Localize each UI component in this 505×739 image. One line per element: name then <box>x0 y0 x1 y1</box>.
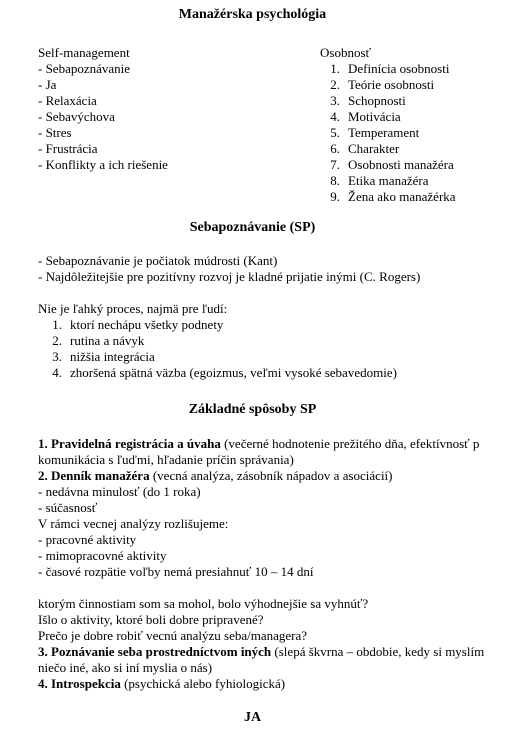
list-text: zhoršená spätná väzba (egoizmus, veľmi vysoké sebavedomie) <box>70 365 397 380</box>
self-management-heading: Self-management <box>38 45 130 60</box>
list-text: Osobnosti manažéra <box>348 157 454 172</box>
list-number: 5. <box>330 125 340 140</box>
method-3 <box>38 644 505 660</box>
self-management-list <box>38 61 168 173</box>
list-text: Temperament <box>348 125 420 140</box>
list-item: - Stres <box>38 125 72 140</box>
sp-line: - Najdôležitejšie pre pozitívny rozvoj je kladné prijatie inými (C. Rogers) <box>38 269 421 284</box>
list-item <box>318 109 456 125</box>
list-number: 4. <box>52 365 62 380</box>
list-number: 2. <box>52 333 62 348</box>
list-item: - Sebapoznávanie <box>38 61 131 76</box>
method-1-desc: (večerné hodnotenie prežitého dňa, efektívnosť p <box>220 436 480 451</box>
method-2-details <box>38 484 313 580</box>
list-item <box>40 349 397 365</box>
list-item <box>318 77 456 93</box>
method-4-title: 4. Introspekcia <box>38 676 121 691</box>
list-number: 3. <box>330 93 340 108</box>
list-item <box>318 189 456 205</box>
list-item: - Relaxácia <box>38 93 97 108</box>
list-item <box>318 61 456 77</box>
list-item <box>40 365 397 381</box>
list-number: 8. <box>330 173 340 188</box>
question-list <box>38 596 368 644</box>
method-3-line2: niečo iné, ako si iní myslia o nás) <box>38 660 213 675</box>
text-line: - mimopracovné aktivity <box>38 548 167 563</box>
list-number: 1. <box>52 317 62 332</box>
list-number: 4. <box>330 109 340 124</box>
list-text: Motivácia <box>348 109 401 124</box>
text-line: - súčasnosť <box>38 500 98 515</box>
method-1-line2: komunikácia s ľuďmi, hľadanie príčin správania) <box>38 452 294 467</box>
list-text: Teórie osobnosti <box>348 77 435 92</box>
method-1-title: 1. Pravidelná registrácia a úvaha <box>38 436 221 451</box>
text-line: V rámci vecnej analýzy rozlišujeme: <box>38 516 229 531</box>
method-3-desc: (slepá škvrna – obdobie, kedy si myslím <box>271 644 485 659</box>
sp-intro: Nie je ľahký proces, najmä pre ľudí: <box>38 301 228 316</box>
list-item <box>318 93 456 109</box>
list-text: Schopnosti <box>348 93 406 108</box>
list-text: rutina a návyk <box>70 333 145 348</box>
osobnost-heading: Osobnosť <box>320 45 372 60</box>
list-item <box>40 317 397 333</box>
list-number: 2. <box>330 77 340 92</box>
list-text: Žena ako manažérka <box>348 189 456 204</box>
sp-line: - Sebapoznávanie je počiatok múdrosti (Kant) <box>38 253 278 268</box>
text-line: Prečo je dobre robiť vecnú analýzu seba/managera? <box>38 628 308 643</box>
method-3-title: 3. Poznávanie seba prostredníctvom iných <box>38 644 272 659</box>
list-item: - Frustrácia <box>38 141 98 156</box>
osobnost-list <box>318 61 456 205</box>
list-number: 9. <box>330 189 340 204</box>
list-item <box>318 125 456 141</box>
list-item: - Sebavýchova <box>38 109 115 124</box>
method-2-title: 2. Denník manažéra <box>38 468 150 483</box>
list-number: 6. <box>330 141 340 156</box>
list-item <box>318 141 456 157</box>
sp-list <box>40 317 397 381</box>
text-line: - časové rozpätie voľby nemá presiahnuť 10 – 14 dní <box>38 564 314 579</box>
list-text: Charakter <box>348 141 400 156</box>
method-2-desc: (vecná analýza, zásobník nápadov a asociácií) <box>149 468 393 483</box>
list-number: 7. <box>330 157 340 172</box>
document-title: Manažérska psychológia <box>178 7 327 22</box>
list-item: - Ja <box>38 77 57 92</box>
method-4-desc: (psychická alebo fyhiologická) <box>120 676 286 691</box>
list-item <box>318 173 456 189</box>
list-item <box>40 333 397 349</box>
list-item: - Konflikty a ich riešenie <box>38 157 168 172</box>
text-line: - nedávna minulosť (do 1 roka) <box>38 484 201 499</box>
list-number: 1. <box>330 61 340 76</box>
list-text: nižšia integrácia <box>70 349 155 364</box>
method-2 <box>38 468 393 484</box>
text-line: - pracovné aktivity <box>38 532 137 547</box>
list-text: ktorí nechápu všetky podnety <box>70 317 224 332</box>
text-line: ktorým činnostiam som sa mohol, bolo výhodnejšie sa vyhnúť? <box>38 596 369 611</box>
text-line: Išlo o aktivity, ktoré boli dobre pripravené? <box>38 612 264 627</box>
section-heading-ja: JA <box>243 710 262 725</box>
list-text: Etika manažéra <box>348 173 429 188</box>
list-item <box>318 157 456 173</box>
method-4 <box>38 676 285 692</box>
section-heading-sp: Sebapoznávanie (SP) <box>189 220 316 235</box>
list-number: 3. <box>52 349 62 364</box>
section-heading-basic: Základné spôsoby SP <box>188 402 317 417</box>
method-1 <box>38 436 505 452</box>
list-text: Definícia osobnosti <box>348 61 450 76</box>
